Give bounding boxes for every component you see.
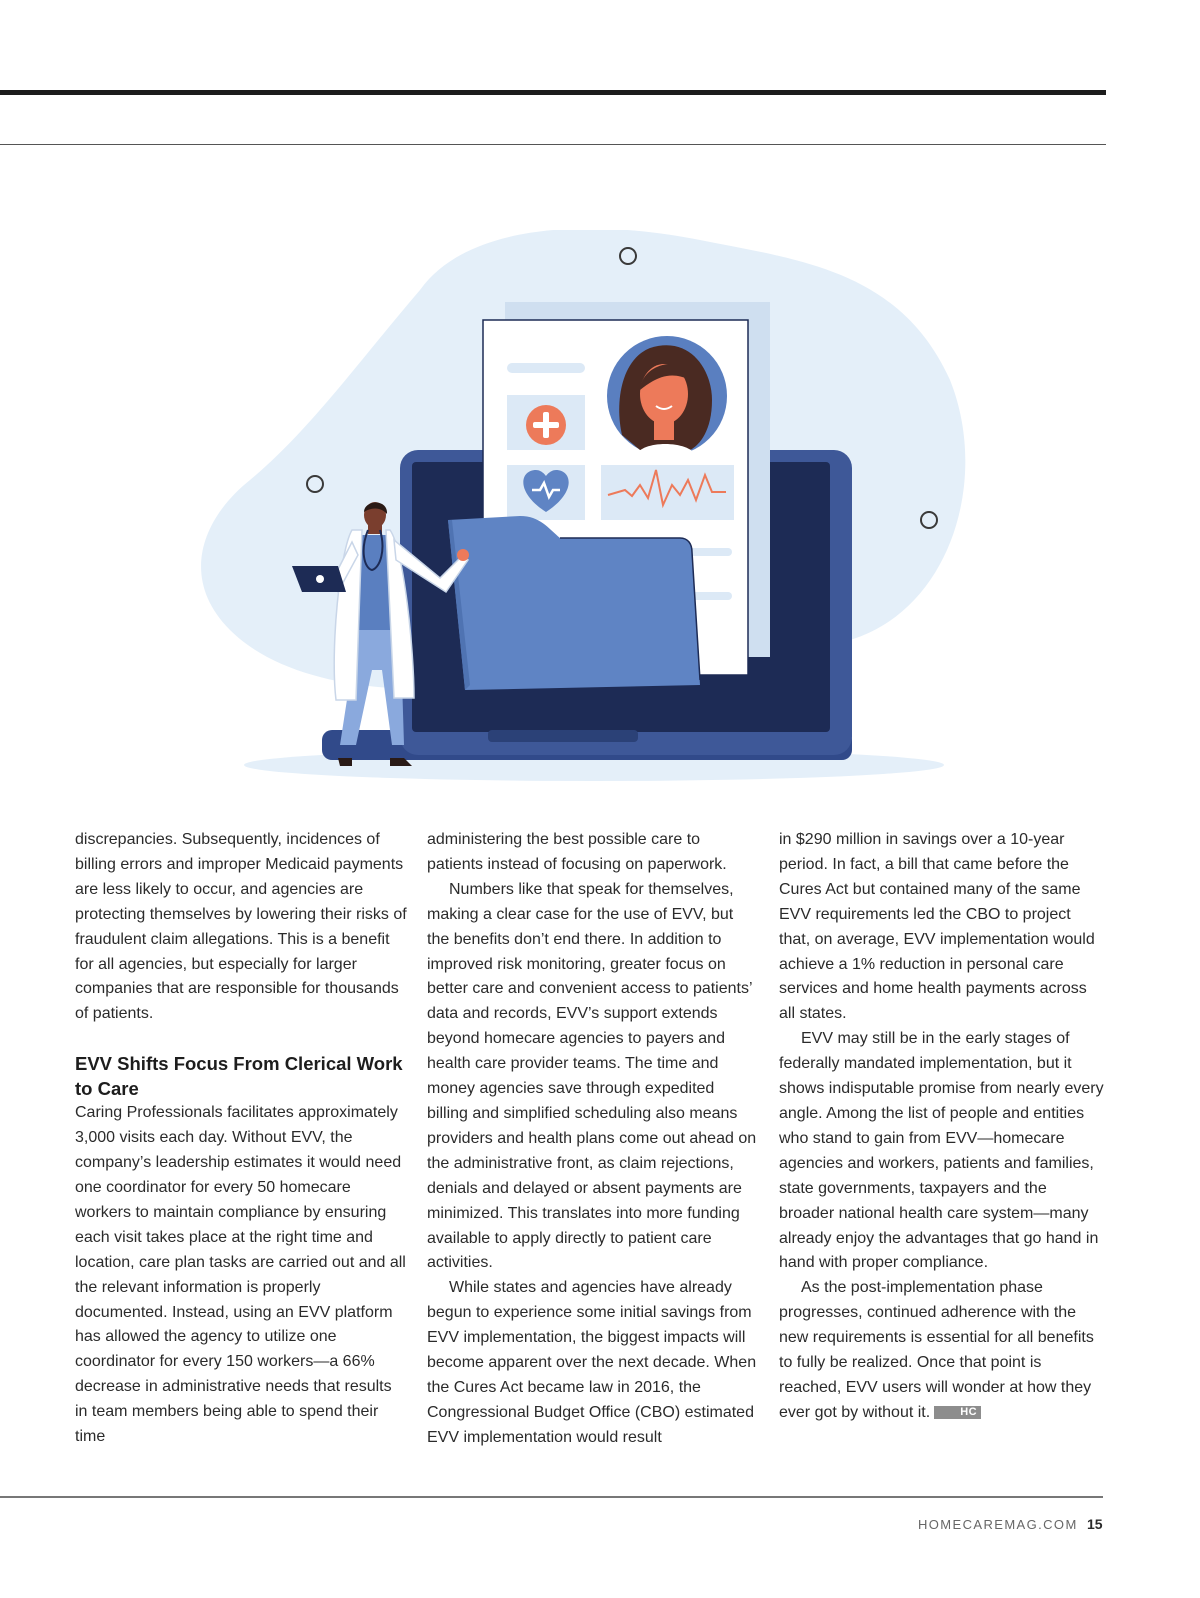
header-rule-thin xyxy=(0,144,1106,145)
article-column-2 xyxy=(427,828,759,1451)
paragraph-text: As the post-implementation phase progresses, continued adherence with the new requirements is essential for all benefits to fully be realized. Once that point is reached, EVV users will wonder at how they ever got by without it. xyxy=(779,1279,1094,1421)
evv-illustration xyxy=(0,230,1200,800)
paragraph: administering the best possible care to patients instead of focusing on paperwork. xyxy=(427,831,727,873)
article-column-1 xyxy=(75,828,407,1450)
paragraph: in $290 million in savings over a 10-year period. In fact, a bill that came before the Cures Act but contained many of the same EVV requirements led the CBO to project that, on average, EVV implementation would achieve a 1% reduction in personal care services and home health payments across all states. xyxy=(779,831,1095,1023)
plus-icon xyxy=(526,405,566,445)
footer-rule xyxy=(0,1496,1103,1498)
section-heading: EVV Shifts Focus From Clerical Work to Care xyxy=(75,1053,403,1100)
patient-avatar-icon xyxy=(607,336,727,456)
page-number: 15 xyxy=(1087,1516,1103,1532)
paragraph-final xyxy=(779,1276,1105,1425)
paragraph: discrepancies. Subsequently, incidences of billing errors and improper Medicaid payments are less likely to occur, and agencies are protecting themselves by lowering their risks of fraudulent claim allegations. This is a benefit for all agencies, but especially for larger companies that are responsible for thousands of patients. xyxy=(75,831,407,1023)
doc-line xyxy=(507,363,585,373)
folder-icon xyxy=(448,516,700,690)
article-column-3 xyxy=(779,828,1105,1426)
end-mark-badge: HC xyxy=(934,1406,981,1419)
paragraph: While states and agencies have already begun to experience some initial savings from EVV implementation, the biggest impacts will become apparent over the next decade. When the Cures Act became law in 2016, the Congressional Budget Office (CBO) estimated EVV implementation would result xyxy=(427,1279,757,1446)
paragraph: EVV may still be in the early stages of federally mandated implementation, but it shows indisputable promise from nearly every angle. Among the list of people and entities who stand to gain from EVV—homecare agencies and workers, patients and families, state governments, taxpayers and the broader national health care system—many already enjoy the advantages that go hand in hand with proper compliance. xyxy=(779,1030,1104,1272)
header-rule-thick xyxy=(0,90,1106,95)
paragraph: Numbers like that speak for themselves, making a clear case for the use of EVV, but the benefits don’t end there. In addition to improved risk monitoring, greater focus on better care and convenient access to patients’ data and records, EVV’s support extends beyond homecare agencies to payers and health care provider teams. The time and money agencies save through expedited billing and simplified scheduling also means providers and health plans come out ahead on the administrative front, as claim rejections, denials and delayed or absent payments are minimized. This translates into more funding available to apply directly to patient care activities. xyxy=(427,880,757,1272)
paragraph: Caring Professionals facilitates approximately 3,000 visits each day. Without EVV, the company’s leadership estimates it would need one coordinator for every 50 homecare workers to maintain compliance by ensuring each visit takes place at the right time and location, care plan tasks are carried out and all the relevant information is properly documented. Instead, using an EVV platform has allowed the agency to utilize one coordinator for every 150 workers—a 66% decrease in administrative needs that results in team members being able to spend their time xyxy=(75,1104,406,1446)
footer-site-name: HOMECAREMAG.COM xyxy=(918,1517,1078,1532)
